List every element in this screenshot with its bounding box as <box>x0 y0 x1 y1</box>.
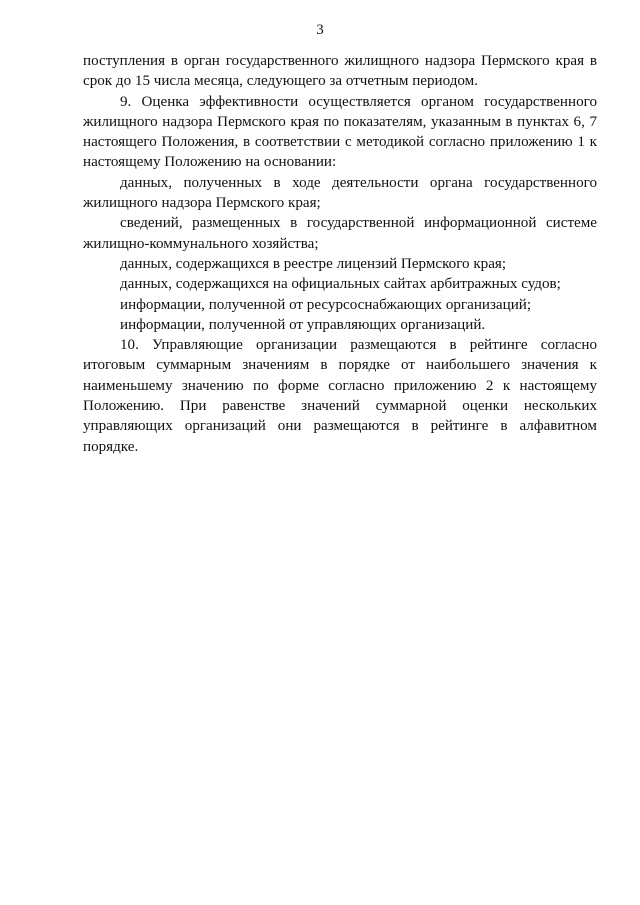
list-item-management-companies: информации, полученной от управляющих организаций. <box>120 316 486 333</box>
list-item-supervision-data: данных, полученных в ходе деятельности органа государственного жилищного надзора Пермского края; <box>83 174 597 212</box>
paragraph-continuation: поступления в орган государственного жилищного надзора Пермского края в срок до 15 числа месяца, следующего за отчетным периодом. <box>83 53 597 90</box>
paragraph-item-9: 9. Оценка эффективности осуществляется органом государственного жилищного надзора Пермского края по показателям, указанным в пунктах 6, 7 настоящего Положения, в соответствии с методикой согласно приложению 1 к настоящему Положению на основании: <box>83 93 597 171</box>
list-item-license-registry: данных, содержащихся в реестре лицензий Пермского края; <box>120 255 507 272</box>
list-item-arbitration-courts: данных, содержащихся на официальных сайтах арбитражных судов; <box>120 276 561 293</box>
page-number: 3 <box>316 22 324 38</box>
list-item-gis-housing-data: сведений, размещенных в государственной информационной системе жилищно-коммунального хозяйства; <box>83 215 597 252</box>
document-body <box>83 51 597 457</box>
paragraph-item-10: 10. Управляющие организации размещаются в рейтинге согласно итоговым суммарным значениям в порядке от наибольшего значения к наименьшему значению по форме согласно приложению 2 к настоящему Положению. При равенстве значений суммарной оценки нескольких управляющих организаций они размещаются в рейтинге в алфавитном порядке. <box>83 337 597 455</box>
list-item-resource-suppliers: информации, полученной от ресурсоснабжающих организаций; <box>120 296 532 313</box>
